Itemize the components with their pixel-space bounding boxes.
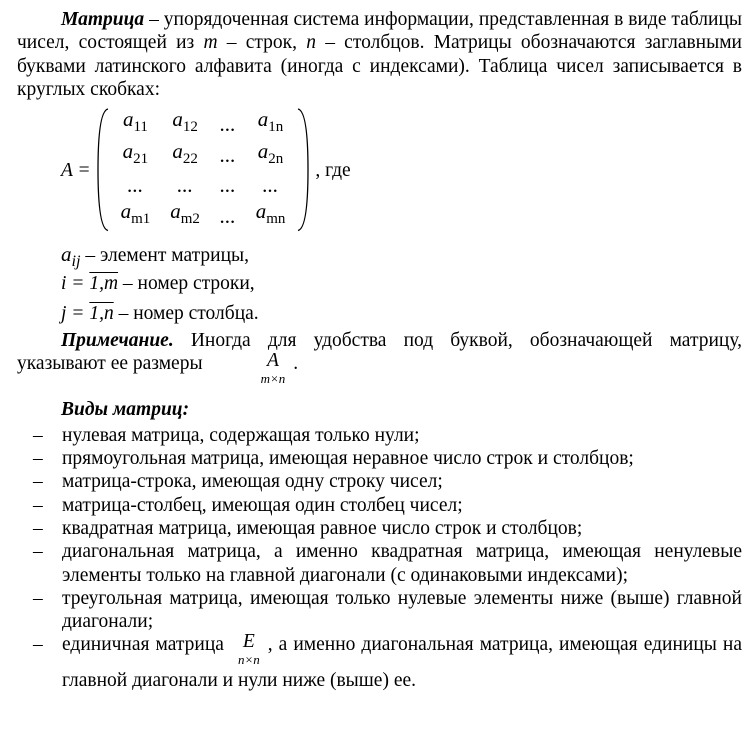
matrix-cell: [210, 108, 246, 139]
text: – столбцов. Матрицы обозначаются заглавными буквами латинского алфавита (иногда с индексами). Таблица чисел записывается в круглых скобках:: [17, 32, 742, 100]
matrix-row: [111, 171, 296, 200]
cell-base: ...: [219, 111, 236, 136]
list-item: [17, 424, 742, 447]
sym: a: [61, 242, 72, 267]
sym: i =: [61, 273, 90, 295]
cell-base: ...: [219, 173, 236, 198]
right-paren-icon: [297, 108, 309, 231]
types-list: [17, 424, 742, 634]
text: квадратная матрица, имеющая равное число строк и столбцов;: [62, 517, 583, 539]
range: 1,n: [89, 303, 114, 325]
sub: ij: [71, 252, 81, 271]
text: нулевая матрица, содержащая только нули;: [62, 424, 420, 446]
def-col: [61, 299, 742, 329]
sym: A: [266, 350, 279, 372]
matrix-formula: [61, 107, 742, 233]
dims-notation: [217, 352, 286, 388]
cell-base: ...: [262, 173, 279, 198]
cell-index: 21: [133, 151, 149, 168]
cell-base: ...: [219, 143, 236, 168]
var-m: m: [203, 32, 218, 54]
text: – элемент матрицы,: [80, 245, 249, 267]
matrix-cell: [160, 140, 210, 171]
matrix-cell: [111, 171, 161, 200]
matrix-cell: [210, 200, 246, 231]
matrix-cell: [160, 171, 210, 200]
dims: m×n: [260, 371, 286, 387]
list-item: [17, 470, 742, 493]
dash: –: [33, 424, 43, 446]
cell-base: a: [122, 107, 134, 132]
definitions: [61, 239, 742, 329]
dash: –: [33, 541, 43, 563]
matrix-row: [111, 140, 296, 171]
cell-index: m2: [180, 211, 200, 228]
text: – номер столбца.: [113, 303, 259, 325]
dims-notation: [238, 633, 260, 669]
text: – упорядоченная система информации, представленная в виде таблицы чисел, состоящей из: [17, 9, 742, 54]
dash: –: [33, 448, 43, 470]
matrix-cell: [111, 200, 161, 231]
cell-base: a: [255, 199, 267, 224]
sym: j =: [61, 303, 90, 325]
text: треугольная матрица, имеющая только нулевые элементы ниже (выше) главной диагонали;: [62, 587, 742, 633]
cell-base: a: [120, 199, 132, 224]
text: прямоугольная матрица, имеющая неравное число строк и столбцов;: [62, 448, 634, 470]
text: единичная матрица: [62, 634, 224, 656]
dash: –: [33, 494, 43, 516]
dash: –: [33, 634, 43, 656]
text: , а именно диагональная матрица, имеющая единицы на главной диагонали и нули ниже (выше) ее.: [62, 634, 742, 692]
text: – номер строки,: [118, 273, 255, 295]
matrix-definition: [17, 8, 742, 101]
cell-index: m1: [131, 211, 151, 228]
dash: –: [33, 471, 43, 493]
cell-base: ...: [219, 203, 236, 228]
list-item: [17, 587, 742, 634]
matrix-cell: [246, 140, 296, 171]
text: .: [293, 353, 299, 375]
var-n: n: [306, 32, 316, 54]
dash: –: [33, 587, 43, 609]
text: матрица-столбец, имеющая один столбец чисел;: [62, 494, 463, 516]
matrix-lhs: A =: [61, 159, 91, 181]
matrix-cell: [246, 171, 296, 200]
note: [17, 329, 742, 388]
matrix-cell: [210, 140, 246, 171]
matrix-cell: [246, 108, 296, 139]
cell-index: 11: [133, 119, 148, 136]
matrix-cell: [111, 108, 161, 139]
matrix-cell: [246, 200, 296, 231]
list-item: [17, 447, 742, 470]
cell-index: 12: [182, 119, 198, 136]
dash: –: [33, 517, 43, 539]
text: диагональная матрица, а именно квадратная матрица, имеющая ненулевые элементы только на главной диагонали (с одинаковыми индексами);: [62, 541, 742, 586]
cell-index: 1n: [268, 119, 284, 136]
cell-index: 22: [182, 151, 198, 168]
text: – строк,: [217, 32, 307, 54]
cell-base: a: [172, 138, 183, 163]
matrix-body: [97, 108, 310, 231]
list-item: [17, 633, 742, 692]
cell-base: a: [257, 107, 269, 132]
matrix-cell: [111, 140, 161, 171]
cell-base: a: [257, 138, 269, 163]
cell-base: a: [122, 138, 134, 163]
list-item: [17, 494, 742, 517]
note-label: Примечание.: [61, 330, 174, 352]
matrix-cell: [160, 200, 210, 231]
left-paren-icon: [97, 108, 109, 231]
cell-base: a: [172, 107, 183, 132]
matrix-row: [111, 200, 296, 231]
dims: n×n: [237, 652, 260, 668]
matrix-cell: [160, 108, 210, 139]
matrix-cell: [210, 171, 246, 200]
list-item: [17, 540, 742, 587]
cell-base: a: [170, 199, 181, 224]
types-heading: Виды матриц:: [61, 399, 190, 421]
cell-base: ...: [127, 173, 144, 198]
term: Матрица: [61, 9, 145, 30]
matrix-suffix: , где: [315, 159, 351, 181]
sym: E: [242, 631, 255, 653]
text: матрица-строка, имеющая одну строку чисел;: [62, 471, 443, 493]
text: Иногда для удобства под буквой, обозначающей матрицу, указывают ее размеры: [17, 330, 742, 375]
def-row: [61, 269, 742, 299]
def-element: [61, 239, 742, 269]
cell-index: 2n: [268, 151, 284, 168]
matrix-table: [111, 108, 296, 231]
range: 1,m: [89, 273, 119, 295]
cell-base: ...: [177, 173, 193, 198]
list-item: [17, 517, 742, 540]
cell-index: mn: [266, 211, 286, 228]
matrix-row: [111, 108, 296, 139]
